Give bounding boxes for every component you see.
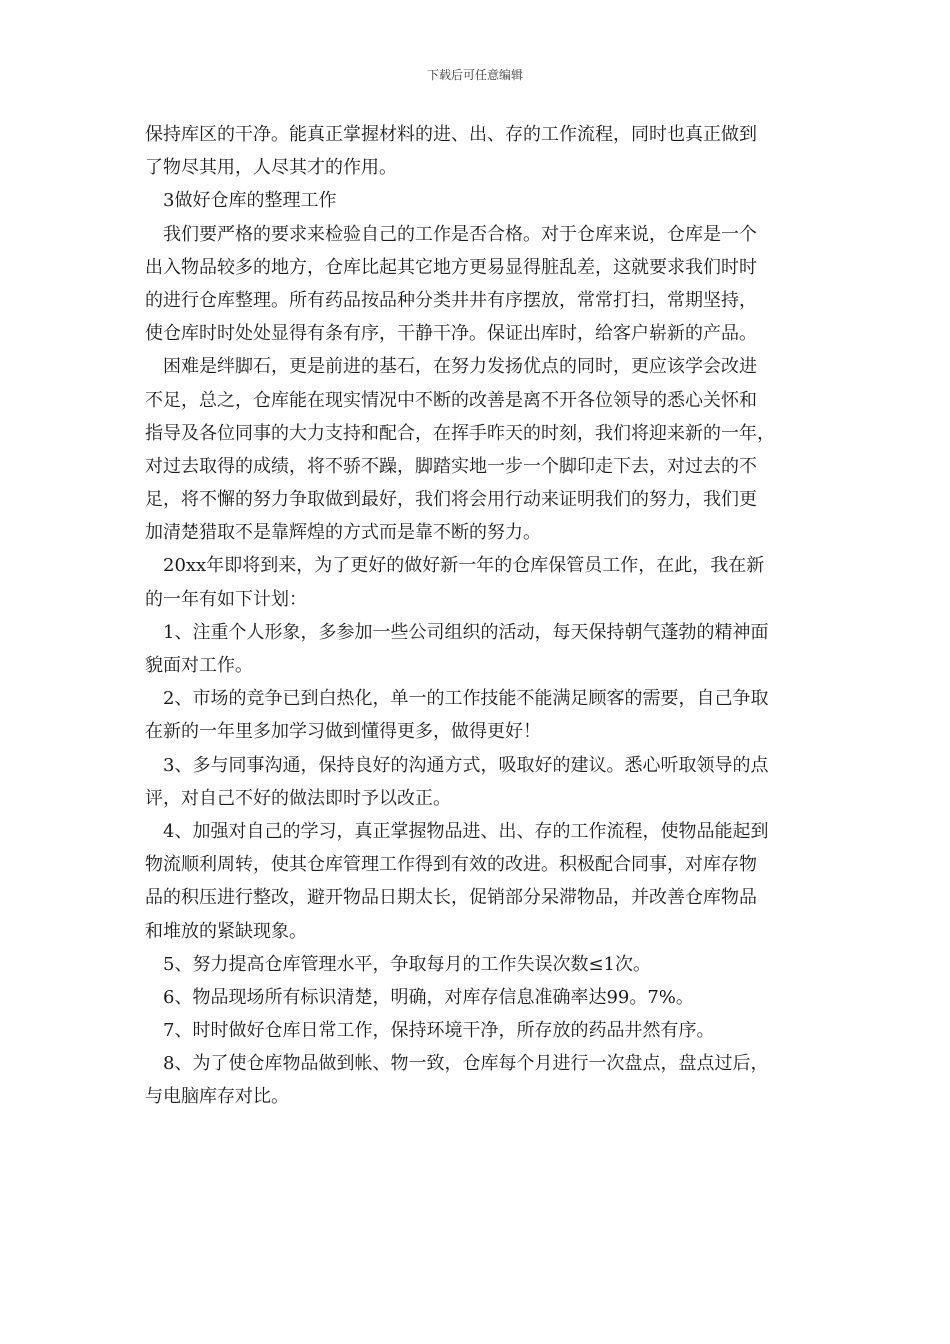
text-line: 出入物品较多的地方，仓库比起其它地方更易显得脏乱差，这就要求我们时时 (145, 256, 757, 278)
text-line: 保持库区的干净。能真正掌握材料的进、出、存的工作流程，同时也真正做到 (145, 124, 757, 145)
text-line: 8、为了使仓库物品做到帐、物一致，仓库每个月进行一次盘点，盘点过后， (163, 1053, 769, 1075)
text-line: 指导及各位同事的大力支持和配合，在挥手昨天的时刻，我们将迎来新的一年， (145, 422, 775, 444)
text-line: 了物尽其用，人尽其才的作用。 (145, 157, 397, 179)
text-line: 困难是绊脚石，更是前进的基石，在努力发扬优点的同时，更应该学会改进 (163, 356, 757, 378)
text-line: 6、物品现场所有标识清楚，明确，对库存信息准确率达99。7%。 (163, 986, 694, 1008)
text-line: 20xx年即将到来，为了更好的做好新一年的仓库保管员工作，在此，我在新 (163, 555, 765, 577)
text-line: 我们要严格的要求来检验自己的工作是否合格。对于仓库来说，仓库是一个 (163, 223, 757, 245)
text-line: 2、市场的竞争已到白热化，单一的工作技能不能满足顾客的需要，自己争取 (163, 688, 769, 710)
document-body (145, 118, 815, 1114)
text-line: 与电脑库存对比。 (145, 1086, 289, 1108)
text-line: 的进行仓库整理。所有药品按品种分类井井有序摆放，常常打扫，常期坚持， (145, 289, 757, 311)
text-line: 对过去取得的成绩，将不骄不躁，脚踏实地一步一个脚印走下去，对过去的不 (145, 455, 757, 477)
text-line: 1、注重个人形象，多参加一些公司组织的活动，每天保持朝气蓬勃的精神面 (163, 621, 769, 643)
text-line: 4、加强对自己的学习，真正掌握物品进、出、存的工作流程，使物品能起到 (163, 820, 769, 842)
text-line: 7、时时做好仓库日常工作，保持环境干净，所存放的药品井然有序。 (163, 1020, 715, 1042)
text-line: 不足，总之，仓库能在现实情况中不断的改善是离不开各位领导的悉心关怀和 (145, 389, 757, 411)
text-line: 加清楚猎取不是靠辉煌的方式而是靠不断的努力。 (145, 522, 541, 544)
text-line: 貌面对工作。 (145, 655, 253, 676)
text-line: 和堆放的紧缺现象。 (145, 920, 307, 942)
text-line: 物流顺利周转，使其仓库管理工作得到有效的改进。积极配合同事，对库存物 (145, 854, 757, 876)
text-line: 评，对自己不好的做法即时予以改正。 (145, 787, 451, 809)
text-line: 品的积压进行整改，避开物品日期太长，促销部分呆滞物品，并改善仓库物品 (145, 887, 757, 909)
text-line: 的一年有如下计划： (145, 588, 307, 610)
text-line: 足，将不懈的努力争取做到最好，我们将会用行动来证明我们的努力，我们更 (145, 489, 757, 511)
text-line: 3做好仓库的整理工作 (163, 190, 337, 212)
text-line: 5、努力提高仓库管理水平，争取每月的工作失误次数≤1次。 (163, 953, 651, 975)
text-line: 在新的一年里多加学习做到懂得更多，做得更好！ (145, 721, 541, 743)
text-line: 3、多与同事沟通，保持良好的沟通方式，吸取好的建议。悉心听取领导的点 (163, 754, 769, 776)
text-line: 使仓库时时处处显得有条有序，干静干净。保证出库时，给客户崭新的产品。 (145, 323, 757, 345)
page-header: 下载后可任意编辑 (426, 68, 523, 82)
